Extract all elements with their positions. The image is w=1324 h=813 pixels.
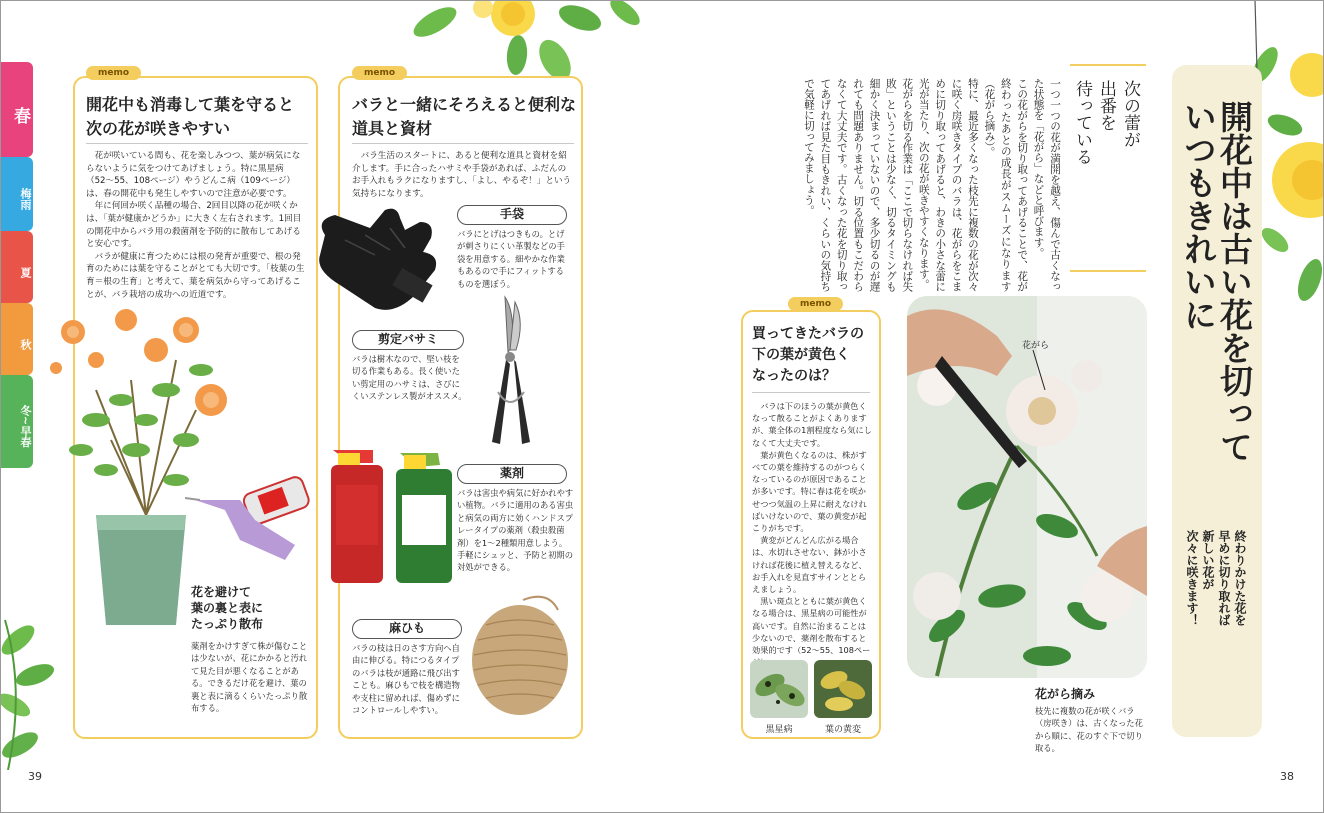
black-spot-label: 黒星病 xyxy=(765,725,793,735)
leather-glove-image xyxy=(305,200,455,320)
memo3-body: バラは下のほうの葉が黄色くなって散ることがよくありますが、葉全体の1割程度なら気にしなくて大丈夫です。 葉が黄色くなるのは、株がすべての葉を維持するのがつらくなっているのが原因であることが多いです。特に春は花を咲かせつつ気温の上昇に耐えなければいけないので、葉の黄変が起こりがちです。 黄変がどんどん広がる場合は、水切れさせない、鉢が小さければ花後に植え替えるなど、お手入れを見直すサインととらえましょう。 黒い斑点とともに葉が黄色くなる場合は、黒星病の可能性が高いです。自然に治まることは少ないので、薬剤を散布すると効果的です（52〜55、108ペー xyxy=(752,401,872,656)
leaves-decoration-bottom-left xyxy=(0,610,60,770)
section-heading-rule-top xyxy=(1070,64,1146,66)
section-heading: 次の蕾が 出番を 待っている xyxy=(1072,80,1140,165)
item-label-hemp-twine: 麻ひも xyxy=(352,619,462,639)
yellow-leaves-label: 葉の黄変 xyxy=(824,725,861,735)
pruning-shears-image xyxy=(480,292,540,452)
item-label-pruning-shears: 剪定バサミ xyxy=(352,330,464,350)
season-tab-summer[interactable]: 夏 xyxy=(0,231,33,303)
main-subtitle: 終わりかけた花を 早めに切り取れば 新しい花が 次々に咲きます！ xyxy=(1185,530,1247,626)
divider xyxy=(752,392,870,393)
section-heading-rule-bottom xyxy=(1070,270,1146,272)
season-tab-rainy[interactable]: 梅雨 xyxy=(0,157,33,231)
item-text-chemicals: バラは害虫や病気に好かれやすい植物。バラに適用のある害虫と病気の両方に効くハンドスプレータイプの薬剤（殺虫殺菌剤）を1〜2種類用意しよう。手軽にシュッと、予防と初期の対処ができる。 xyxy=(457,488,574,573)
spray-caption-text: 薬剤をかけすぎて株が傷むことは少ないが、花にかかると汚れて見た目が悪くなることがある。できるだけ花を避け、葉の裏と表に滴るくらいたっぷり散布する。 xyxy=(191,641,308,714)
divider xyxy=(86,143,308,144)
photo-caption-text: 枝先に複数の花が咲くバラ（房咲き）は、古くなった花から順に、花のすぐ下で切り取る。 xyxy=(1035,706,1143,754)
black-spot-thumbnail xyxy=(750,660,808,718)
page-number-right: 38 xyxy=(1280,770,1294,783)
item-label-gloves: 手袋 xyxy=(457,205,567,225)
body-text-vertical: 一つ一つの花が満開を越え、傷んで古くなった状態を「花がら」などと呼びます。 この花がらを切り取ってあげることで、花が終わったあとの成長がスムーズになります（花がら摘み）。 特に、最近多くなった枝先に複数の花が次々に咲く房咲きタイプのバラは、花がらをこまめに切り取ってあげると、わきの小さな蕾に光が当たり、次の花が咲きやすくなります。 花がらを切る作業は「ここで切らなければ失敗」ということは少なく、切るタイミングも細かく決まっていないので、多少切るのが遅れても問題ありません。切る位置もこだわらなくて大丈夫です。古くなった花を切り取ってあげれば見た目もきれい、くらいの気持ちで気軽に切ってみましょう。 xyxy=(802,78,1061,292)
hemp-twine-image xyxy=(468,590,573,720)
spray-hand-illustration xyxy=(185,470,320,570)
photo-callout-line xyxy=(1030,350,1050,395)
memo2-intro: バラ生活のスタートに、あると便利な道具と資材を紹介します。手に合ったハサミや手袋があれば、ふだんのお手入れもラクになりますし、「よし、やるぞ！」という気持ちになります。 xyxy=(352,151,572,199)
season-tab-spring[interactable]: 春 xyxy=(0,62,33,157)
potted-rose-illustration xyxy=(36,300,246,630)
season-tab-autumn[interactable]: 秋 xyxy=(0,303,33,375)
memo3-title: 買ってきたバラの 下の葉が黄色く なったのは？ xyxy=(752,326,864,384)
yellow-leaves-thumbnail xyxy=(814,660,872,718)
memo-tag: memo xyxy=(86,66,141,80)
main-title: 開花中は古い花を切って いつもきれいに xyxy=(1179,100,1254,463)
item-text-gloves: バラにとげはつきもの。とげが刺さりにくい革製などの手袋を用意する。細やかな作業もあるので手にフィットするものを選ぼう。 xyxy=(457,229,565,289)
deadheading-photo xyxy=(907,296,1147,678)
memo1-title: 開花中も消毒して葉を守ると 次の花が咲きやすい xyxy=(86,95,295,138)
photo-caption-title: 花がら摘み xyxy=(1035,687,1096,701)
memo1-body: 花が咲いている間も、花を楽しみつつ、葉が病気にならないように気をつけてあげましょう。特に黒星病（52〜55、108ページ）やうどんこ病（109ページ）は、春の開花中も発生しやすいので注意が必要です。 年に何回か咲く品種の場合、2回目以降の花が咲くかは、「葉が健康かどうか」に大きく左右されます。1回目の開花中からバラ用の殺菌剤を予防的に散布してあげると安心です。 バラが健康に育つためには根の発育が重要で、根の発育のためには葉を守ることがとても大切です。「枝葉の生育＝根の生育」と考えて、葉を病気から守ってあげることが、バラ栽培の成功への近道です。 xyxy=(86,151,305,300)
spray-caption-title: 花を避けて 葉の裏と表に たっぷり散布 xyxy=(191,585,264,631)
season-tab-winter[interactable]: 冬~早春 xyxy=(0,375,33,468)
item-text-pruning-shears: バラは樹木なので、堅い枝を切る作業もある。長く使いたい剪定用のハサミは、さびにくいステンレス製がオススメ。 xyxy=(352,354,467,402)
item-label-chemicals: 薬剤 xyxy=(457,464,567,484)
page-number-left: 39 xyxy=(28,770,42,783)
memo-tag: memo xyxy=(352,66,407,80)
item-text-hemp-twine: バラの枝は日のさす方向へ自由に伸びる。特につるタイプのバラは枝が通路に飛び出すことも。麻ひもで枝を構造物や支柱に留めれば、傷めずにコントロールしやすい。 xyxy=(352,643,460,716)
spray-bottles-image xyxy=(328,445,458,585)
photo-callout-label: 花がら xyxy=(1022,341,1050,351)
divider xyxy=(352,143,574,144)
memo-tag: memo xyxy=(788,297,843,311)
memo2-title: バラと一緒にそろえると便利な 道具と資材 xyxy=(352,95,577,138)
